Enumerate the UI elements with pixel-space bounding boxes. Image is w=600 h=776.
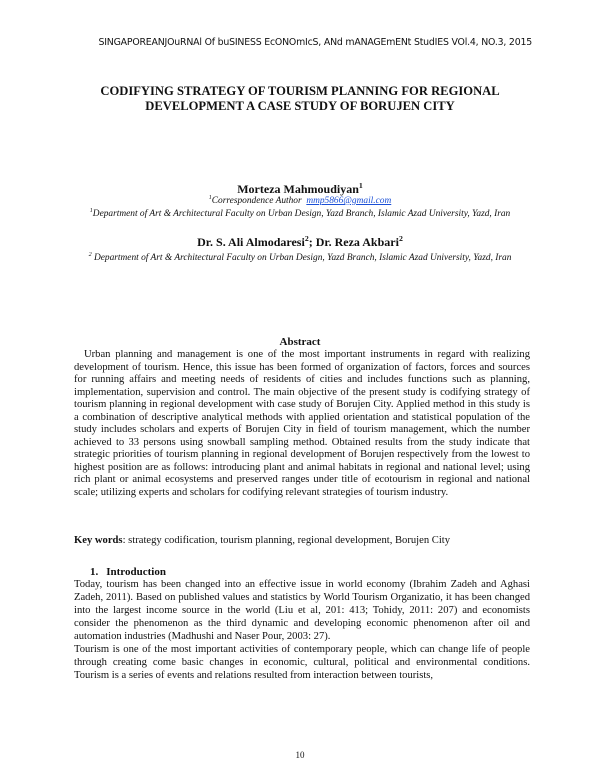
page-number: 10	[295, 750, 305, 760]
correspondence-sup: 1	[208, 194, 212, 201]
journal-running-header: SINGAPOREANJOuRNAl Of buSINESS EcONOmIcS, ANd mANAGEmENt StudIES VOl.4, NO.3, 2015	[98, 37, 532, 48]
affiliation-1	[60, 208, 540, 220]
section-number: 1.	[90, 566, 99, 578]
author-1	[60, 182, 540, 197]
correspondence-line	[60, 196, 540, 206]
keywords	[74, 534, 530, 547]
affiliation-1-sup: 1	[89, 207, 93, 214]
paper-title-line-1: CODIFYING STRATEGY OF TOURISM PLANNING FOR REGIONAL	[100, 84, 500, 98]
affiliation-2-text: Department of Art & Architectural Faculty on Urban Design, Yazd Branch, Islamic Azad University, Yazd, Iran	[91, 253, 512, 263]
section-heading-introduction	[90, 566, 166, 578]
keywords-text: : strategy codification, tourism planning, regional development, Borujen City	[122, 535, 451, 546]
author-2-sup: 2	[304, 234, 309, 243]
keywords-label: Key words	[74, 535, 123, 546]
introduction-body	[74, 578, 530, 682]
paper-title-line-2: DEVELOPMENT A CASE STUDY OF BORUJEN CITY	[145, 99, 455, 113]
section-title: Introduction	[106, 566, 166, 578]
introduction-paragraph-1: Today, tourism has been changed into an effective issue in world economy (Ibrahim Zadeh and Aghasi Zadeh, 2011). Based on published values and statistics by World Tourism Organizatio, it has been changed into the largest income source in the world (Liu et al, 201: 413; Tohidy, 2011: 207) and economists consider the phenomenon as the third dynamic and developing economic phenomenon after oil and automation industries (Madhushi and Naser Pour, 2003: 27).	[74, 579, 530, 642]
correspondence-email-link[interactable]: mmp5866@gmail.com	[306, 196, 392, 206]
authors-2-3	[60, 235, 540, 250]
affiliation-1-text: Department of Art & Architectural Faculty on Urban Design, Yazd Branch, Islamic Azad University, Yazd, Iran	[92, 209, 511, 219]
abstract-text: Urban planning and management is one of the most important instruments in regard with realizing development of tourism. Hence, this issue has been formed of organization of factors, forces and sources for running affairs and meeting needs of residents of cities and includes functions such as planning, implementation, supervision and control. The main objective of the present study is codifying strategy of tourism planning in regional development with case study of Borujen City. Applied method in this study is a combination of descriptive analytical methods with applied orientation and statistical population of the study includes scholars and experts of Borujen City in field of tourism management, which the number achieved to 33 persons using snowball sampling method. Obtained results from the study indicate that strategic priorities of tourism planning in regional development of Borujen respectively from the lowest to highest position are as follows: introducing plant and animal habitats in regional and national level; using rich plant or animal ecosystems and preserved ranges under title of ecotourism in regional and national scale; utilizing experts and scholars for codifying relevant strategies of tourism industry.	[74, 349, 530, 498]
affiliation-2-sup: 2	[88, 251, 92, 258]
affiliation-2	[60, 252, 540, 264]
abstract-heading: Abstract	[279, 336, 321, 348]
author-2-name: Dr. S. Ali Almodaresi	[197, 235, 305, 249]
introduction-paragraph-2: Tourism is one of the most important activities of contemporary people, which can change life of people through creating come basic changes in economic, cultural, political and environmental conditions. Tourism is a series of events and relations resulted from interaction between tourists,	[74, 644, 530, 681]
author-3-name: Dr. Reza Akbari	[315, 235, 399, 249]
paper-title	[60, 84, 540, 114]
author-separator: ;	[308, 235, 316, 249]
author-1-sup: 1	[358, 181, 363, 190]
author-3-sup: 2	[398, 234, 403, 243]
correspondence-label: Correspondence Author	[211, 196, 302, 206]
author-1-name: Morteza Mahmoudiyan	[237, 182, 359, 196]
